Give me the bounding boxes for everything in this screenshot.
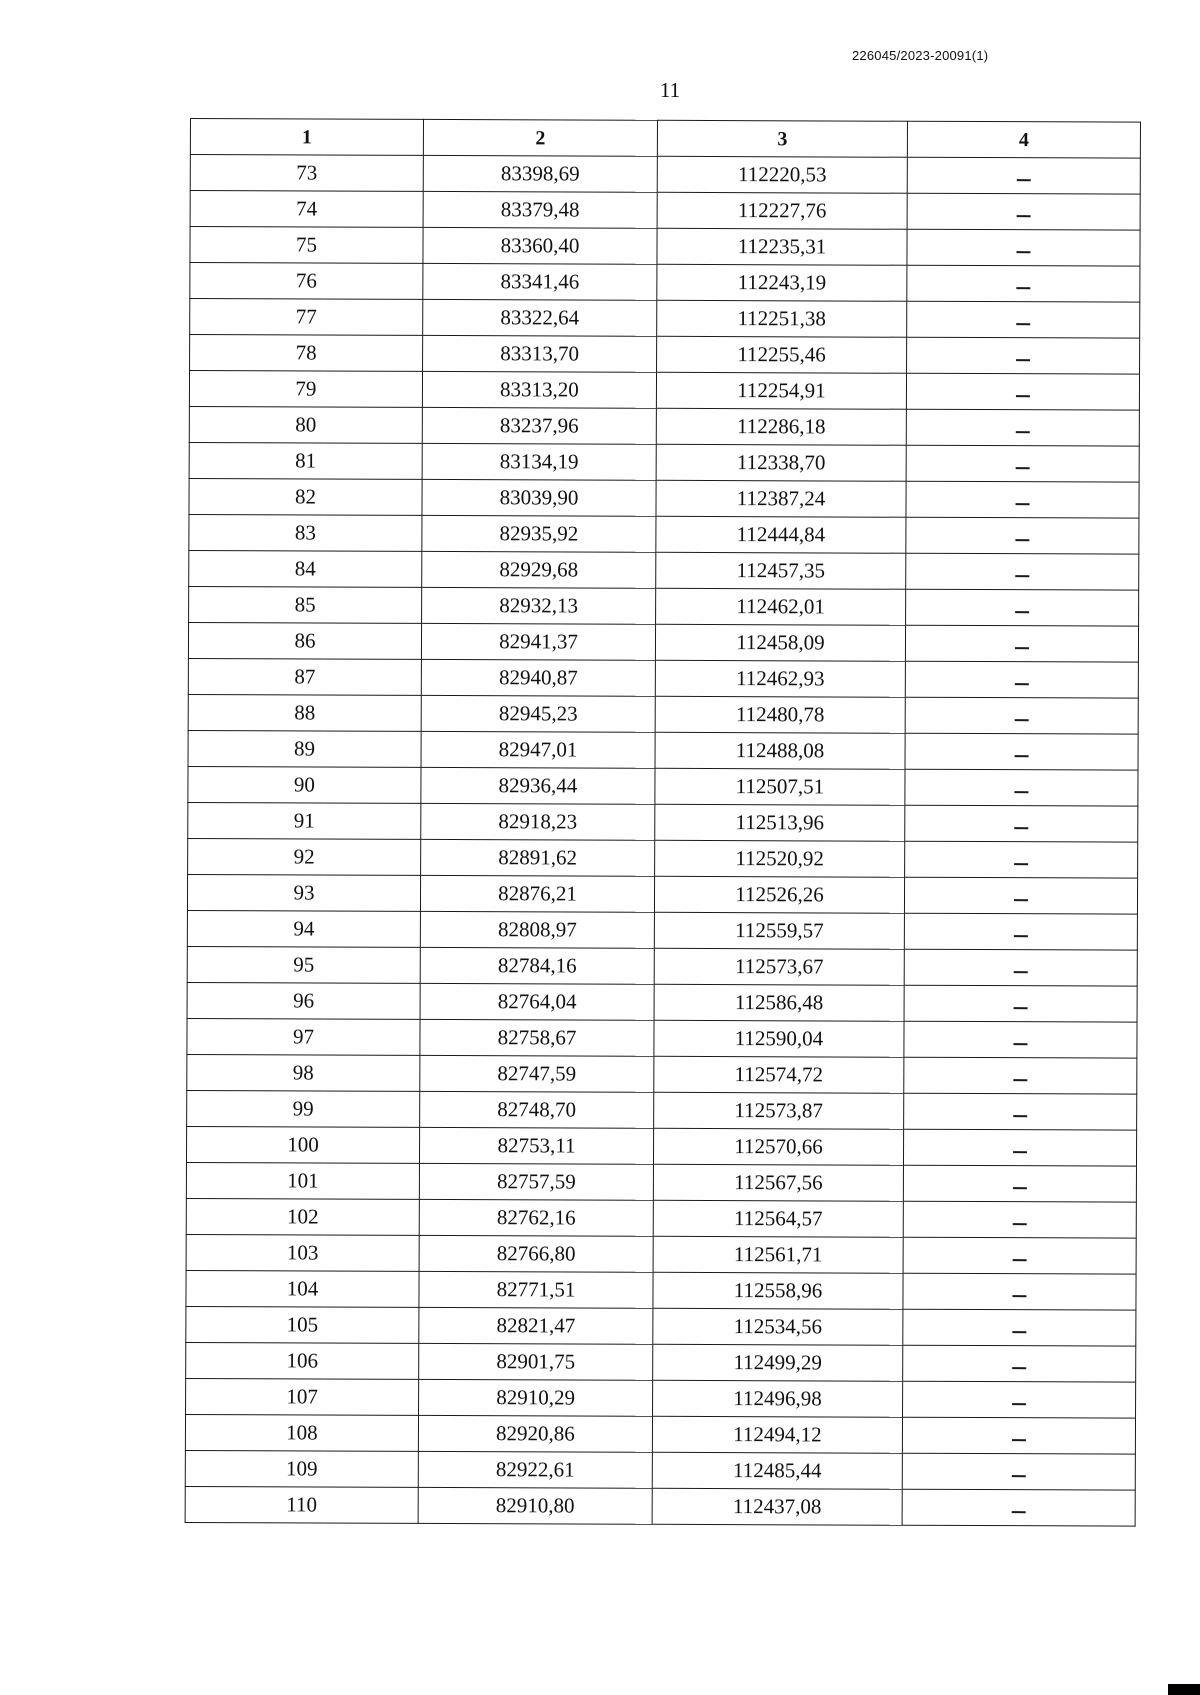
dash-mark: [1016, 251, 1030, 253]
table-row: [186, 1126, 1136, 1166]
table-cell-col-4: [907, 157, 1140, 194]
dash-mark: [1013, 1151, 1027, 1153]
table-cell-col-4: [904, 877, 1137, 914]
dash-mark: [1012, 1511, 1026, 1513]
table-cell-col-1: 97: [187, 1018, 420, 1055]
dash-mark: [1016, 287, 1030, 289]
table-row: [189, 550, 1139, 590]
table-cell-col-2: 82936,44: [421, 767, 655, 804]
table-cell-col-1: 90: [188, 766, 421, 803]
dash-mark: [1013, 1259, 1027, 1261]
table-cell-col-4: [907, 229, 1140, 266]
table-cell-col-1: 104: [186, 1270, 419, 1307]
column-header-3: 3: [657, 120, 907, 157]
table-cell-col-2: 82941,37: [421, 623, 655, 660]
table-row: [188, 730, 1138, 770]
table-cell-col-1: 85: [189, 586, 422, 623]
table-cell-col-1: 74: [190, 191, 423, 228]
table-cell-col-2: 82947,01: [421, 731, 655, 768]
table-row: [189, 514, 1139, 554]
table-cell-col-1: 79: [189, 371, 422, 408]
table-cell-col-2: 83313,70: [423, 335, 657, 372]
table-cell-col-2: 82753,11: [419, 1127, 653, 1164]
table-row: [190, 155, 1140, 195]
table-cell-col-4: [903, 1273, 1136, 1310]
table-cell-col-2: 82940,87: [421, 659, 655, 696]
table-cell-col-4: [905, 805, 1138, 842]
table-row: [186, 1378, 1136, 1418]
dash-mark: [1015, 647, 1029, 649]
table-cell-col-1: 92: [188, 838, 421, 875]
table-cell-col-2: 82808,97: [420, 911, 654, 948]
table-cell-col-4: [905, 625, 1138, 662]
table-cell-col-4: [907, 337, 1140, 374]
table-row: [190, 299, 1140, 339]
table-cell-col-1: 101: [186, 1162, 419, 1199]
dash-mark: [1015, 575, 1029, 577]
dash-mark: [1015, 755, 1029, 757]
table-cell-col-3: 112457,35: [656, 552, 906, 589]
table-row: [190, 263, 1140, 303]
dash-mark: [1012, 1331, 1026, 1333]
dash-mark: [1012, 1475, 1026, 1477]
page-number: 11: [659, 78, 681, 102]
table-cell-col-4: [906, 373, 1139, 410]
table-cell-col-4: [904, 1021, 1137, 1058]
table-cell-col-4: [903, 1309, 1136, 1346]
table-cell-col-3: 112251,38: [657, 300, 907, 337]
column-header-1: 1: [190, 119, 423, 156]
table-cell-col-1: 95: [187, 946, 420, 983]
table-row: [187, 982, 1137, 1022]
table-cell-col-3: 112513,96: [655, 804, 905, 841]
table-row: [186, 1342, 1136, 1382]
table-cell-col-1: 93: [187, 874, 420, 911]
table-row: [190, 191, 1140, 231]
table-cell-col-2: 82918,23: [421, 803, 655, 840]
table-cell-col-4: [902, 1417, 1135, 1454]
table-row: [186, 1306, 1136, 1346]
table-cell-col-2: 82747,59: [420, 1055, 654, 1092]
table-row: [188, 838, 1138, 878]
table-cell-col-3: 112526,26: [654, 876, 904, 913]
table-cell-col-2: 83039,90: [422, 479, 656, 516]
table-row: [186, 1198, 1136, 1238]
table-row: [188, 622, 1138, 662]
table-cell-col-3: 112286,18: [656, 408, 906, 445]
table-cell-col-3: 112462,01: [656, 588, 906, 625]
table-row: [189, 371, 1139, 411]
table-cell-col-3: 112564,57: [653, 1200, 903, 1237]
table-cell-col-1: 76: [190, 263, 423, 300]
table-cell-col-1: 102: [186, 1198, 419, 1235]
table-cell-col-4: [906, 409, 1139, 446]
table-body: [185, 155, 1140, 1527]
dash-mark: [1016, 395, 1030, 397]
table-cell-col-2: 82762,16: [419, 1199, 653, 1236]
table-cell-col-2: 82945,23: [421, 695, 655, 732]
dash-mark: [1013, 1223, 1027, 1225]
table-cell-col-1: 73: [190, 155, 423, 192]
table-cell-col-4: [903, 1345, 1136, 1382]
dash-mark: [1016, 431, 1030, 433]
dash-mark: [1015, 611, 1029, 613]
table-row: [188, 802, 1138, 842]
table-cell-col-3: 112586,48: [654, 984, 904, 1021]
table-cell-col-4: [906, 445, 1139, 482]
table-cell-col-1: 80: [189, 406, 422, 443]
table-cell-col-4: [903, 1165, 1136, 1202]
table-cell-col-3: 112573,87: [654, 1092, 904, 1129]
dash-mark: [1015, 683, 1029, 685]
table-cell-col-3: 112254,91: [656, 372, 906, 409]
table-cell-col-1: 77: [190, 299, 423, 336]
dash-mark: [1014, 1007, 1028, 1009]
table-row: [186, 1234, 1136, 1274]
table-cell-col-4: [906, 589, 1139, 626]
table-cell-col-4: [905, 697, 1138, 734]
table-cell-col-2: 83313,20: [422, 371, 656, 408]
table-row: [187, 946, 1137, 986]
table-cell-col-1: 94: [187, 910, 420, 947]
table-cell-col-1: 109: [185, 1450, 418, 1487]
table-cell-col-1: 86: [188, 622, 421, 659]
document-id: 226045/2023-20091(1): [852, 48, 989, 63]
dash-mark: [1016, 467, 1030, 469]
table-cell-col-3: 112573,67: [654, 948, 904, 985]
dash-mark: [1012, 1403, 1026, 1405]
table-cell-col-2: 83322,64: [423, 299, 657, 336]
table-cell-col-1: 110: [185, 1486, 418, 1523]
table-cell-col-1: 91: [188, 802, 421, 839]
table-cell-col-4: [904, 949, 1137, 986]
table-row: [187, 874, 1137, 914]
table-cell-col-3: 112570,66: [653, 1128, 903, 1165]
table-cell-col-4: [904, 1093, 1137, 1130]
table-cell-col-2: 82771,51: [419, 1271, 653, 1308]
table-cell-col-3: 112558,96: [653, 1272, 903, 1309]
table-cell-col-2: 83341,46: [423, 263, 657, 300]
table-cell-col-2: 82929,68: [422, 551, 656, 588]
dash-mark: [1016, 503, 1030, 505]
table-cell-col-2: 82891,62: [421, 839, 655, 876]
dash-mark: [1014, 899, 1028, 901]
table-cell-col-3: 112480,78: [655, 696, 905, 733]
table-cell-col-1: 96: [187, 982, 420, 1019]
table-row: [190, 227, 1140, 267]
table-cell-col-3: 112574,72: [654, 1056, 904, 1093]
table-cell-col-2: 83398,69: [423, 155, 657, 192]
table-cell-col-3: 112255,46: [657, 336, 907, 373]
dash-mark: [1013, 1187, 1027, 1189]
table-cell-col-1: 108: [185, 1414, 418, 1451]
dash-mark: [1014, 827, 1028, 829]
table-cell-col-4: [905, 769, 1138, 806]
table-cell-col-1: 82: [189, 478, 422, 515]
table-row: [188, 766, 1138, 806]
table-cell-col-4: [906, 481, 1139, 518]
table-cell-col-3: 112499,29: [653, 1344, 903, 1381]
coordinates-table: [185, 118, 1141, 1527]
table-cell-col-3: 112488,08: [655, 732, 905, 769]
table-cell-col-3: 112494,12: [652, 1416, 902, 1453]
dash-mark: [1015, 539, 1029, 541]
table-cell-col-3: 112485,44: [652, 1452, 902, 1489]
table-cell-col-4: [905, 841, 1138, 878]
dash-mark: [1013, 1043, 1027, 1045]
table-cell-col-2: 83134,19: [422, 443, 656, 480]
table-row: [187, 910, 1137, 950]
table-header-row: [190, 119, 1140, 159]
table-cell-col-3: 112338,70: [656, 444, 906, 481]
dash-mark: [1012, 1295, 1026, 1297]
table-cell-col-1: 81: [189, 442, 422, 479]
table-row: [187, 1054, 1137, 1094]
table-cell-col-4: [903, 1129, 1136, 1166]
table-cell-col-4: [904, 1057, 1137, 1094]
dash-mark: [1017, 215, 1031, 217]
dash-mark: [1015, 719, 1029, 721]
table-row: [186, 1270, 1136, 1310]
table-row: [185, 1450, 1135, 1490]
dash-mark: [1014, 863, 1028, 865]
table-cell-col-2: 82821,47: [419, 1307, 653, 1344]
table-cell-col-1: 75: [190, 227, 423, 264]
dash-mark: [1017, 179, 1031, 181]
table-cell-col-1: 83: [189, 514, 422, 551]
table-cell-col-2: 82910,29: [419, 1379, 653, 1416]
column-header-2: 2: [423, 119, 657, 156]
table-row: [185, 1414, 1135, 1454]
table-cell-col-1: 105: [186, 1306, 419, 1343]
table-cell-col-1: 99: [187, 1090, 420, 1127]
table-cell-col-1: 98: [187, 1054, 420, 1091]
table-cell-col-2: 82910,80: [418, 1487, 652, 1524]
table-row: [187, 1090, 1137, 1130]
dash-mark: [1014, 935, 1028, 937]
dash-mark: [1014, 791, 1028, 793]
table-cell-col-2: 83379,48: [423, 191, 657, 228]
table-cell-col-4: [904, 913, 1137, 950]
dash-mark: [1013, 1115, 1027, 1117]
table-row: [189, 586, 1139, 626]
table-cell-col-2: 82764,04: [420, 983, 654, 1020]
table-cell-col-1: 107: [186, 1378, 419, 1415]
table-row: [188, 658, 1138, 698]
dash-mark: [1016, 359, 1030, 361]
table-cell-col-4: [904, 985, 1137, 1022]
table-row: [189, 406, 1139, 446]
table-cell-col-3: 112496,98: [653, 1380, 903, 1417]
dash-mark: [1014, 971, 1028, 973]
table-cell-col-4: [907, 301, 1140, 338]
table-row: [189, 442, 1139, 482]
table-cell-col-4: [905, 733, 1138, 770]
table-cell-col-1: 78: [190, 335, 423, 372]
table-cell-col-3: 112534,56: [653, 1308, 903, 1345]
table-cell-col-3: 112458,09: [655, 624, 905, 661]
table-cell-col-3: 112227,76: [657, 192, 907, 229]
table-cell-col-1: 103: [186, 1234, 419, 1271]
table-cell-col-3: 112444,84: [656, 516, 906, 553]
table-cell-col-2: 82784,16: [420, 947, 654, 984]
table-row: [189, 478, 1139, 518]
table-cell-col-4: [906, 553, 1139, 590]
table-cell-col-4: [907, 265, 1140, 302]
table-cell-col-3: 112235,31: [657, 228, 907, 265]
table-cell-col-4: [902, 1489, 1135, 1526]
table-cell-col-2: 82922,61: [418, 1451, 652, 1488]
table-cell-col-3: 112559,57: [654, 912, 904, 949]
table-cell-col-4: [905, 661, 1138, 698]
table-cell-col-1: 89: [188, 730, 421, 767]
table-cell-col-4: [907, 193, 1140, 230]
table-cell-col-4: [906, 517, 1139, 554]
table-cell-col-3: 112520,92: [655, 840, 905, 877]
table-cell-col-4: [902, 1453, 1135, 1490]
table-cell-col-3: 112507,51: [655, 768, 905, 805]
table-cell-col-2: 82757,59: [419, 1163, 653, 1200]
table-cell-col-3: 112387,24: [656, 480, 906, 517]
table-cell-col-3: 112437,08: [652, 1488, 902, 1525]
dash-mark: [1016, 323, 1030, 325]
table-row: [187, 1018, 1137, 1058]
table-cell-col-3: 112561,71: [653, 1236, 903, 1273]
table-cell-col-3: 112462,93: [655, 660, 905, 697]
table-cell-col-3: 112220,53: [657, 156, 907, 193]
dash-mark: [1012, 1439, 1026, 1441]
table-cell-col-3: 112590,04: [654, 1020, 904, 1057]
table-cell-col-4: [903, 1381, 1136, 1418]
table-cell-col-2: 83360,40: [423, 227, 657, 264]
table-cell-col-2: 82876,21: [420, 875, 654, 912]
table-cell-col-2: 82758,67: [420, 1019, 654, 1056]
table-cell-col-1: 88: [188, 694, 421, 731]
table-cell-col-2: 82932,13: [422, 587, 656, 624]
table-row: [190, 335, 1140, 375]
column-header-4: 4: [907, 121, 1140, 158]
table-cell-col-1: 100: [186, 1126, 419, 1163]
dash-mark: [1012, 1367, 1026, 1369]
table-cell-col-2: 82901,75: [419, 1343, 653, 1380]
table-cell-col-2: 82920,86: [418, 1415, 652, 1452]
table-cell-col-2: 83237,96: [422, 407, 656, 444]
table-cell-col-2: 82766,80: [419, 1235, 653, 1272]
table-cell-col-1: 106: [186, 1342, 419, 1379]
table-cell-col-4: [903, 1201, 1136, 1238]
table-row: [186, 1162, 1136, 1202]
table-row: [185, 1486, 1135, 1526]
table-cell-col-2: 82935,92: [422, 515, 656, 552]
table-cell-col-1: 87: [188, 658, 421, 695]
table-cell-col-3: 112243,19: [657, 264, 907, 301]
table-cell-col-2: 82748,70: [420, 1091, 654, 1128]
table-cell-col-4: [903, 1237, 1136, 1274]
table-row: [188, 694, 1138, 734]
table-cell-col-1: 84: [189, 550, 422, 587]
scan-corner-mark: [1168, 1684, 1200, 1695]
table-cell-col-3: 112567,56: [653, 1164, 903, 1201]
dash-mark: [1013, 1079, 1027, 1081]
